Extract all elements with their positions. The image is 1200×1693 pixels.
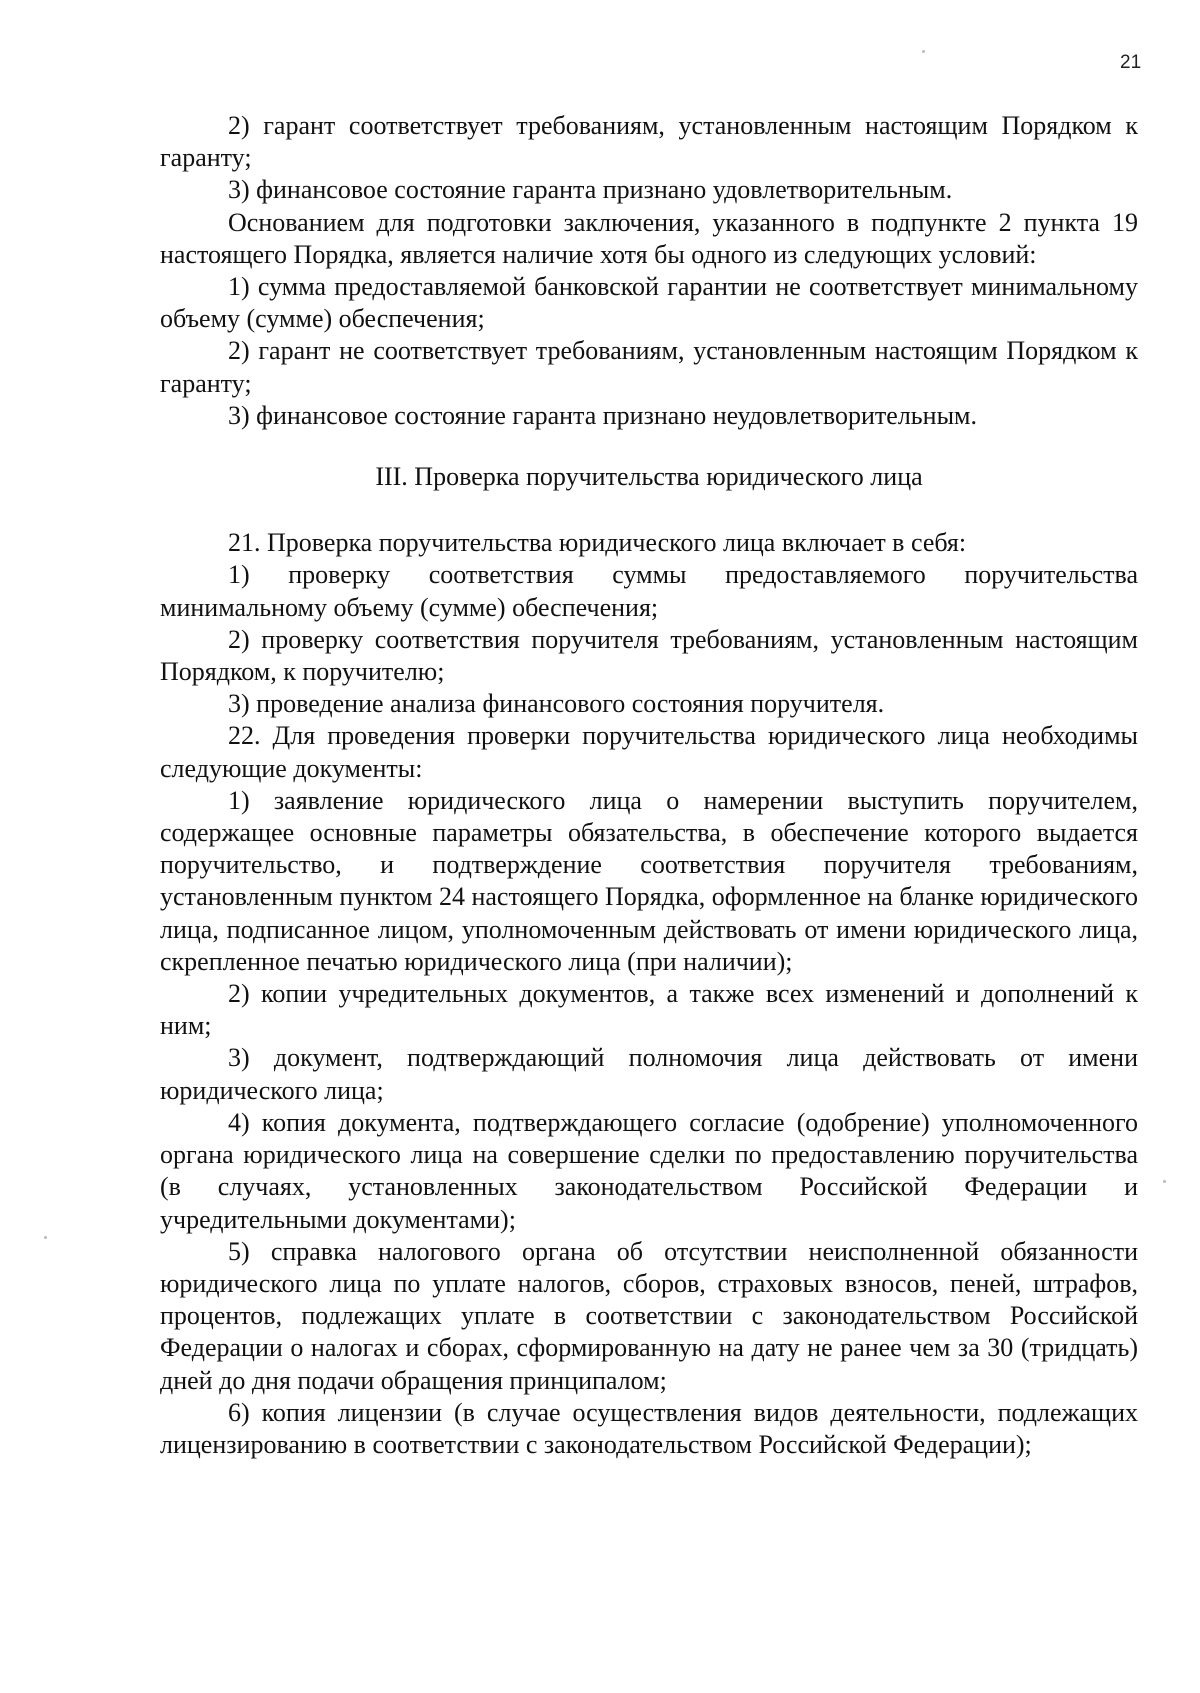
paragraph: 3) проведение анализа финансового состояния поручителя. (228, 689, 885, 719)
paragraph: 2) копии учредительных документов, а также всех изменений и дополнений к ним; (160, 979, 1138, 1041)
paragraph: 2) проверку соответствия поручителя требованиям, установленным настоящим Порядком, к поручителю; (160, 624, 1138, 687)
paragraph: 21. Проверка поручительства юридического лица включает в себя: (228, 528, 967, 558)
paragraph: 5) справка налогового органа об отсутствии неисполненной обязанности юридического лица по уплате налогов, сборов, страховых взносов, пеней, штрафов, процентов, подлежащих уплате в соответствии с законодательством Российской Федерации о налогах и сборах, сформированную на дату не ранее чем за 30 (тридцать) дней до дня подачи обращения принципалом; (160, 1236, 1138, 1395)
paragraph: 1) заявление юридического лица о намерении выступить поручителем, содержащее основные параметры обязательства, в обеспечение которого выдается поручительство, и подтверждение соответствия поручителя требованиям, установленным пунктом 24 настоящего Порядка, оформленное на бланке юридического лица, подписанное лицом, уполномоченным действовать от имени юридического лица, скрепленное печатью юридического лица (при наличии); (160, 785, 1138, 976)
paragraph: 3) документ, подтверждающий полномочия лица действовать от имени юридического лица; (160, 1043, 1138, 1105)
paragraph: 22. Для проведения проверки поручительства юридического лица необходимы следующие документы: (160, 721, 1138, 783)
section-heading: III. Проверка поручительства юридического лица (375, 462, 923, 492)
paragraph: 6) копия лицензии (в случае осуществления видов деятельности, подлежащих лицензированию в соответствии с законодательством Российской Федерации); (160, 1397, 1138, 1459)
paragraph: 1) проверку соответствия суммы предоставляемого поручительства минимальному объему (сумме) обеспечения; (160, 560, 1138, 622)
scan-speck (922, 50, 925, 53)
scan-speck (1163, 1180, 1166, 1183)
paragraph: 2) гарант не соответствует требованиям, установленным настоящим Порядком к гаранту; (160, 336, 1138, 398)
document-body (160, 110, 1138, 1461)
page-number: 21 (1120, 52, 1142, 73)
paragraph: 1) сумма предоставляемой банковской гарантии не соответствует минимальному объему (сумме) обеспечения; (160, 272, 1138, 334)
paragraph: 3) финансовое состояние гаранта признано неудовлетворительным. (228, 400, 977, 430)
paragraph: 3) финансовое состояние гаранта признано удовлетворительным. (228, 175, 953, 205)
paragraph: 2) гарант соответствует требованиям, установленным настоящим Порядком к гаранту; (160, 111, 1138, 173)
paragraph: Основанием для подготовки заключения, указанного в подпункте 2 пункта 19 настоящего Порядка, является наличие хотя бы одного из следующих условий: (160, 207, 1138, 269)
scan-speck (44, 1236, 47, 1239)
paragraph: 4) копия документа, подтверждающего согласие (одобрение) уполномоченного органа юридического лица на совершение сделки по предоставлению поручительства (в случаях, установленных законодательством Российской Федерации и учредительными документами); (160, 1107, 1138, 1234)
